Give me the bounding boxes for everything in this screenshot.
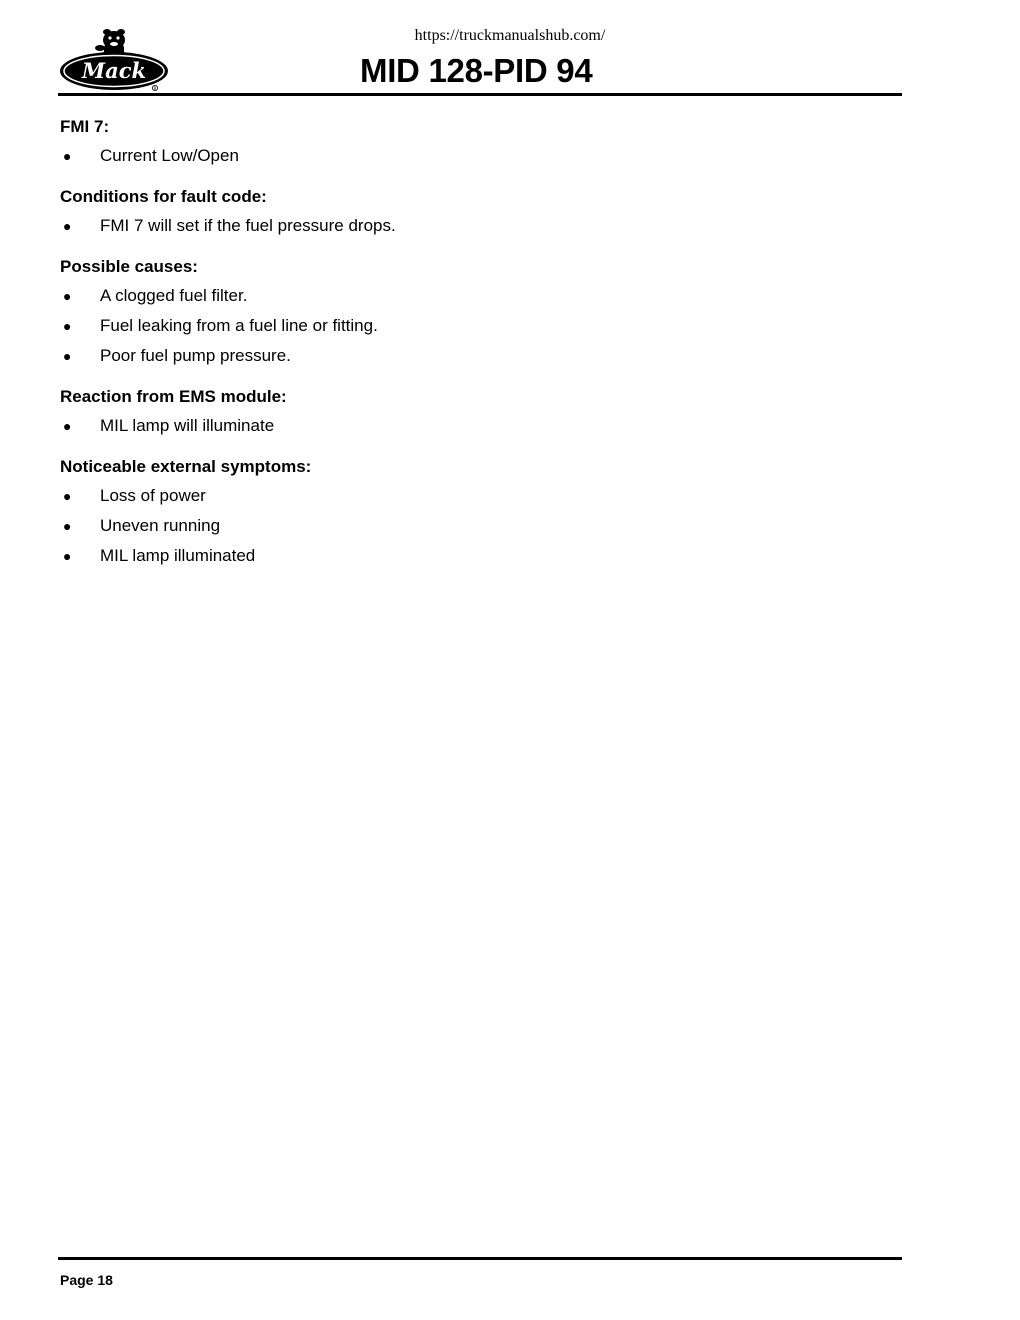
section-heading: FMI 7: — [60, 117, 110, 136]
section — [60, 116, 900, 176]
section — [60, 256, 900, 376]
bullet-list — [60, 286, 900, 376]
bullet-icon: ● — [63, 548, 72, 564]
list-item-text: MIL lamp illuminated — [100, 546, 256, 565]
section-heading: Conditions for fault code: — [60, 187, 267, 206]
bullet-icon: ● — [63, 518, 72, 534]
bullet-icon: ● — [63, 148, 72, 164]
list-item-text: FMI 7 will set if the fuel pressure drops. — [100, 216, 396, 235]
list-item-text: Uneven running — [100, 516, 221, 535]
section-heading: Reaction from EMS module: — [60, 387, 287, 406]
section — [60, 186, 900, 246]
svg-text:R: R — [153, 85, 157, 91]
bullet-icon: ● — [63, 418, 72, 434]
list-item — [60, 346, 900, 376]
page-number: Page 18 — [60, 1272, 113, 1288]
list-item — [60, 416, 900, 446]
list-item — [60, 316, 900, 346]
list-item — [60, 216, 900, 246]
page-title: MID 128-PID 94 — [360, 52, 593, 89]
fault-code-content — [60, 116, 900, 586]
bullet-icon: ● — [63, 488, 72, 504]
list-item — [60, 146, 900, 176]
bullet-list — [60, 216, 900, 246]
mack-logo — [56, 18, 172, 94]
list-item — [60, 516, 900, 546]
bullet-list — [60, 416, 900, 446]
list-item-text: Current Low/Open — [100, 146, 239, 165]
list-item — [60, 286, 900, 316]
bullet-icon: ● — [63, 318, 72, 334]
bullet-list — [60, 146, 900, 176]
section-heading: Possible causes: — [60, 257, 198, 276]
list-item-text: Poor fuel pump pressure. — [100, 346, 291, 365]
logo-wordmark: Mack — [81, 58, 147, 83]
list-item — [60, 486, 900, 516]
section — [60, 386, 900, 446]
bullet-list — [60, 486, 900, 576]
source-url-text: https://truckmanualshub.com/ — [414, 27, 606, 44]
list-item-text: MIL lamp will illuminate — [100, 416, 275, 435]
bullet-icon: ● — [63, 288, 72, 304]
list-item-text: A clogged fuel filter. — [100, 286, 248, 305]
list-item-text: Loss of power — [100, 486, 206, 505]
list-item — [60, 546, 900, 576]
bullet-icon: ● — [63, 348, 72, 364]
footer-divider — [58, 1257, 902, 1260]
list-item-text: Fuel leaking from a fuel line or fitting. — [100, 316, 378, 335]
bullet-icon: ● — [63, 218, 72, 234]
header-divider — [58, 93, 902, 96]
section — [60, 456, 900, 576]
section-heading: Noticeable external symptoms: — [60, 457, 312, 476]
